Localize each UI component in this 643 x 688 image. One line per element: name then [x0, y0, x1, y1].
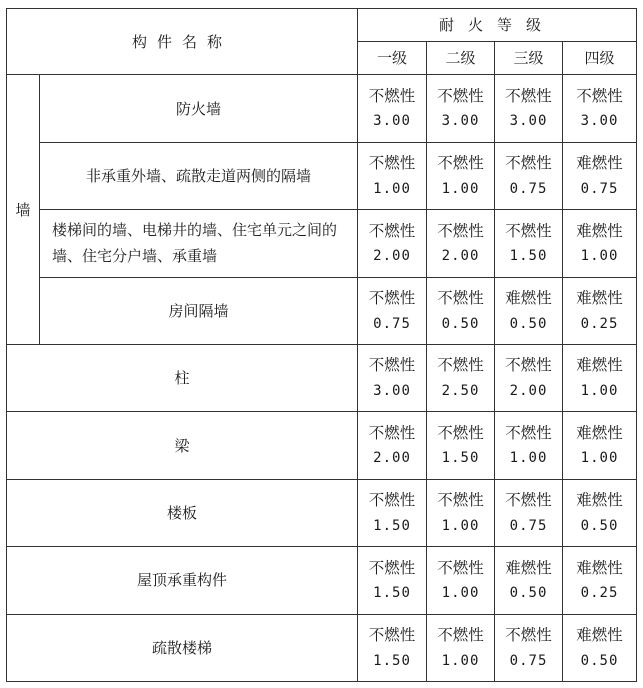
rating-cell — [495, 547, 563, 614]
hours: 1.00 — [580, 383, 619, 400]
table-row — [7, 210, 637, 277]
rating-cell — [427, 412, 495, 479]
fire-resistance-table — [6, 8, 637, 682]
material: 不燃性 — [505, 86, 552, 105]
hours: 1.50 — [373, 517, 411, 534]
material: 不燃性 — [437, 423, 484, 442]
rating-cell — [495, 142, 563, 209]
rating-cell — [358, 210, 427, 277]
hours: 0.75 — [580, 180, 619, 197]
rating-cell — [358, 547, 427, 614]
table-row — [7, 614, 637, 682]
component-name: 房间隔墙 — [40, 277, 358, 344]
hours: 0.25 — [580, 315, 619, 332]
table-row — [7, 75, 637, 142]
hours: 3.00 — [373, 383, 411, 400]
material: 不燃性 — [368, 154, 416, 173]
material: 不燃性 — [368, 289, 416, 308]
table-row — [7, 142, 637, 209]
hours: 3.00 — [580, 113, 619, 130]
rating-cell — [563, 210, 637, 277]
material: 不燃性 — [505, 626, 552, 645]
rating-cell — [358, 344, 427, 411]
hours: 0.50 — [441, 315, 480, 332]
hours: 1.50 — [373, 652, 411, 669]
hours: 0.75 — [509, 517, 548, 534]
hours: 0.75 — [509, 652, 548, 669]
material: 难燃性 — [505, 558, 552, 577]
material: 不燃性 — [437, 86, 484, 105]
material: 不燃性 — [368, 558, 416, 577]
hours: 0.50 — [509, 585, 548, 602]
hours: 3.00 — [441, 113, 480, 130]
material: 不燃性 — [437, 558, 484, 577]
rating-cell — [427, 547, 495, 614]
rating-cell — [427, 277, 495, 344]
rating-cell — [358, 412, 427, 479]
material: 不燃性 — [505, 221, 552, 240]
material: 不燃性 — [437, 221, 484, 240]
hours: 0.25 — [580, 585, 619, 602]
rating-cell — [358, 614, 427, 682]
rating-cell — [563, 614, 637, 682]
hours: 1.00 — [580, 248, 619, 265]
header-grade-2: 二级 — [427, 42, 495, 75]
hours: 2.00 — [509, 383, 548, 400]
hours: 1.50 — [509, 248, 548, 265]
hours: 0.50 — [580, 517, 619, 534]
hours: 2.50 — [441, 383, 480, 400]
rating-cell — [563, 75, 637, 142]
material: 难燃性 — [576, 626, 623, 645]
wall-group-label: 墙 — [7, 75, 40, 345]
hours: 3.00 — [509, 113, 548, 130]
hours: 0.75 — [373, 315, 411, 332]
component-name: 非承重外墙、疏散走道两侧的隔墙 — [40, 142, 358, 209]
rating-cell — [495, 277, 563, 344]
material: 难燃性 — [576, 491, 623, 510]
hours: 3.00 — [373, 113, 411, 130]
material: 不燃性 — [437, 626, 484, 645]
table-row — [7, 277, 637, 344]
rating-cell — [358, 75, 427, 142]
rating-cell — [495, 75, 563, 142]
material: 难燃性 — [576, 221, 623, 240]
rating-cell — [563, 277, 637, 344]
rating-cell — [563, 344, 637, 411]
rating-cell — [495, 344, 563, 411]
table-row — [7, 412, 637, 479]
rating-cell — [427, 75, 495, 142]
hours: 1.00 — [509, 450, 548, 467]
header-component-name: 构件名称 — [7, 9, 358, 75]
rating-cell — [495, 412, 563, 479]
table-row — [7, 547, 637, 614]
component-name: 梁 — [7, 412, 358, 479]
rating-cell — [427, 210, 495, 277]
rating-cell — [563, 479, 637, 546]
material: 不燃性 — [576, 86, 623, 105]
rating-cell — [495, 479, 563, 546]
material: 不燃性 — [368, 221, 416, 240]
material: 不燃性 — [437, 289, 484, 308]
hours: 1.00 — [441, 517, 480, 534]
table-row — [7, 479, 637, 546]
hours: 1.50 — [441, 450, 480, 467]
header-fire-rating: 耐火等级 — [358, 9, 637, 42]
material: 难燃性 — [505, 289, 552, 308]
hours: 2.00 — [441, 248, 480, 265]
hours: 1.00 — [373, 180, 411, 197]
material: 不燃性 — [437, 154, 484, 173]
hours: 0.75 — [509, 180, 548, 197]
rating-cell — [427, 479, 495, 546]
material: 不燃性 — [505, 356, 552, 375]
material: 不燃性 — [437, 356, 484, 375]
component-name: 楼梯间的墙、电梯井的墙、住宅单元之间的墙、住宅分户墙、承重墙 — [40, 210, 358, 277]
material: 难燃性 — [576, 154, 623, 173]
material: 难燃性 — [576, 289, 623, 308]
hours: 1.00 — [441, 652, 480, 669]
material: 难燃性 — [576, 356, 623, 375]
rating-cell — [495, 614, 563, 682]
hours: 1.50 — [373, 585, 411, 602]
component-name: 疏散楼梯 — [7, 614, 358, 682]
material: 不燃性 — [368, 491, 416, 510]
material: 难燃性 — [576, 558, 623, 577]
hours: 1.00 — [580, 450, 619, 467]
rating-cell — [563, 142, 637, 209]
material: 不燃性 — [437, 491, 484, 510]
table-row — [7, 344, 637, 411]
hours: 0.50 — [509, 315, 548, 332]
material: 不燃性 — [505, 491, 552, 510]
rating-cell — [495, 210, 563, 277]
component-name: 防火墙 — [40, 75, 358, 142]
hours: 2.00 — [373, 248, 411, 265]
material: 不燃性 — [368, 626, 416, 645]
rating-cell — [358, 479, 427, 546]
rating-cell — [358, 277, 427, 344]
header-grade-1: 一级 — [358, 42, 427, 75]
header-grade-4: 四级 — [563, 42, 637, 75]
material: 不燃性 — [368, 423, 416, 442]
material: 不燃性 — [505, 423, 552, 442]
rating-cell — [427, 614, 495, 682]
hours: 0.50 — [580, 652, 619, 669]
component-name: 屋顶承重构件 — [7, 547, 358, 614]
material: 不燃性 — [505, 154, 552, 173]
component-name: 楼板 — [7, 479, 358, 546]
material: 不燃性 — [368, 356, 416, 375]
material: 不燃性 — [368, 86, 416, 105]
component-name: 柱 — [7, 344, 358, 411]
material: 难燃性 — [576, 423, 623, 442]
rating-cell — [427, 142, 495, 209]
rating-cell — [427, 344, 495, 411]
header-grade-3: 三级 — [495, 42, 563, 75]
rating-cell — [358, 142, 427, 209]
hours: 1.00 — [441, 585, 480, 602]
hours: 1.00 — [441, 180, 480, 197]
rating-cell — [563, 547, 637, 614]
hours: 2.00 — [373, 450, 411, 467]
rating-cell — [563, 412, 637, 479]
